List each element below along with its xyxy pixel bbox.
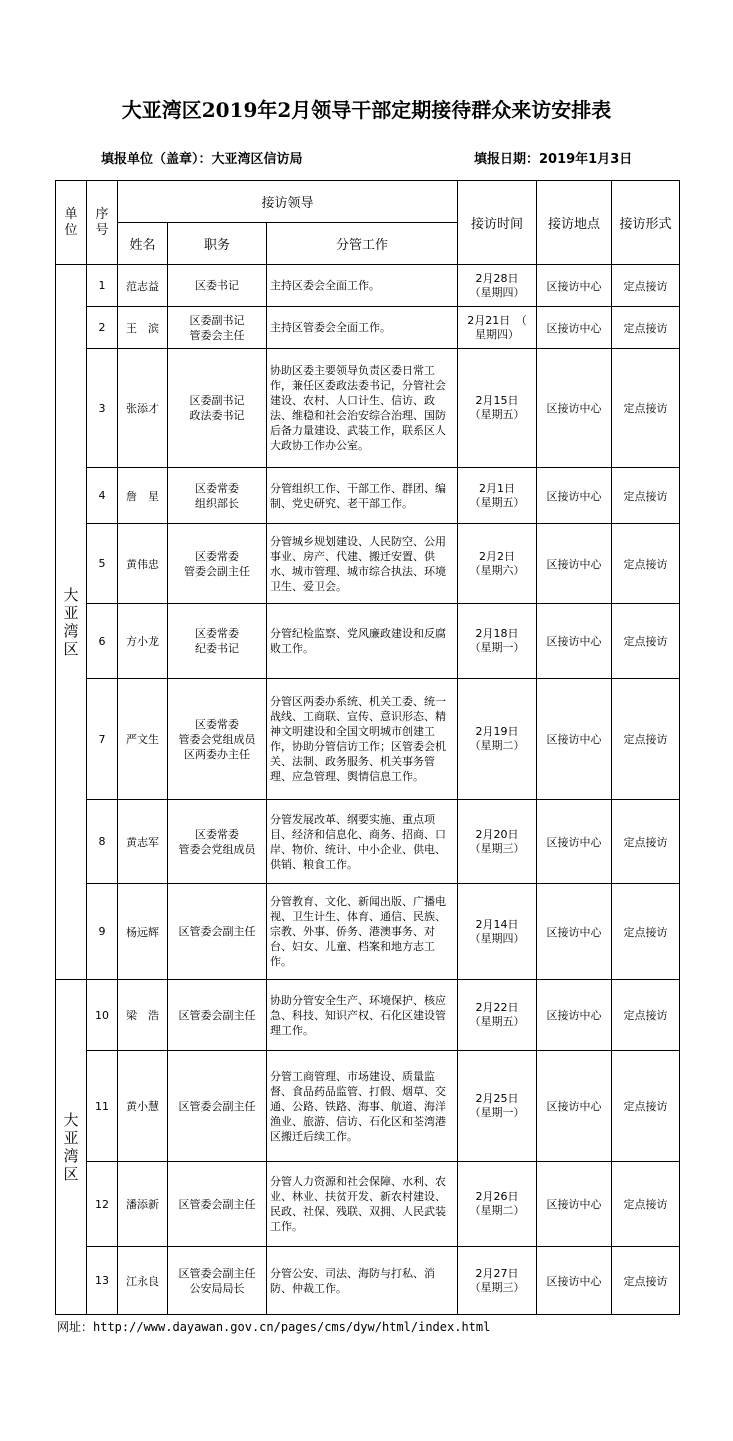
position-line: 区委常委 (195, 549, 239, 563)
visit-weekday: （星期六） (469, 563, 525, 577)
leader-position (168, 679, 267, 800)
leader-name: 王 滨 (118, 307, 168, 349)
table-row (56, 1162, 680, 1247)
visit-form: 定点接访 (612, 1247, 680, 1315)
leader-position (168, 604, 267, 679)
reporting-date: 填报日期：2019年1月3日 (474, 152, 633, 167)
visit-time (458, 265, 537, 307)
visit-time (458, 980, 537, 1051)
leader-position (168, 980, 267, 1051)
visit-form: 定点接访 (612, 1162, 680, 1247)
row-number: 3 (87, 349, 118, 468)
duty-description: 分管纪检监察、党风廉政建设和反腐败工作。 (267, 604, 458, 679)
header-leader-group: 接访领导 (118, 181, 458, 223)
position-line: 区管委会副主任 (178, 925, 256, 938)
header-place: 接访地点 (537, 181, 612, 265)
unit-group-cell: 大亚湾区 (56, 265, 87, 980)
table-row (56, 800, 680, 884)
leader-name: 方小龙 (118, 604, 168, 679)
table-row (56, 349, 680, 468)
visit-place: 区接访中心 (537, 884, 612, 980)
visit-place: 区接访中心 (537, 307, 612, 349)
table-row (56, 604, 680, 679)
visit-weekday: （星期四） (469, 931, 525, 945)
visit-weekday: （星期三） (469, 841, 525, 855)
visit-form: 定点接访 (612, 679, 680, 800)
position-line: 区两委办主任 (184, 747, 250, 761)
leader-position (168, 884, 267, 980)
position-line: 管委会副主任 (184, 564, 250, 578)
row-number: 8 (87, 800, 118, 884)
table-row (56, 884, 680, 980)
duty-description: 分管组织工作、干部工作、群团、编制、党史研究、老干部工作。 (267, 468, 458, 524)
visit-time (458, 1247, 537, 1315)
visit-date: 2月15日 (475, 394, 519, 407)
visit-date: 2月20日 (475, 827, 519, 841)
visit-date: 2月14日 (475, 917, 519, 931)
visit-date: 2月21日 （ (467, 313, 527, 327)
visit-place: 区接访中心 (537, 604, 612, 679)
position-line: 组织部长 (195, 496, 239, 510)
visit-time (458, 349, 537, 468)
position-line: 公安局局长 (189, 1281, 245, 1295)
position-line: 区管委会副主任 (178, 1008, 256, 1022)
duty-description: 分管教育、文化、新闻出版、广播电视、卫生计生、体育、通信、民族、宗教、外事、侨务、港澳事务、对台、妇女、儿童、档案和地方志工作。 (267, 884, 458, 980)
table-row (56, 524, 680, 604)
position-line: 区委副书记 (189, 313, 245, 327)
leader-name: 潘添新 (118, 1162, 168, 1247)
visit-place: 区接访中心 (537, 468, 612, 524)
table-row (56, 1051, 680, 1162)
leader-position (168, 307, 267, 349)
visit-date: 2月22日 (475, 1001, 519, 1014)
visit-place: 区接访中心 (537, 980, 612, 1051)
position-line: 区管委会副主任 (178, 1197, 256, 1211)
visit-weekday: （星期五） (469, 495, 525, 509)
duty-description: 分管发展改革、纲要实施、重点项目、经济和信息化、商务、招商、口岸、物价、统计、中小企业、供电、供销、粮食工作。 (267, 800, 458, 884)
position-line: 区委常委 (195, 827, 239, 841)
schedule-table (55, 180, 680, 1315)
position-line: 区委书记 (195, 279, 239, 292)
leader-name: 张添才 (118, 349, 168, 468)
leader-name: 杨远辉 (118, 884, 168, 980)
visit-place: 区接访中心 (537, 1247, 612, 1315)
leader-position (168, 800, 267, 884)
duty-description: 协助区委主要领导负责区委日常工作，兼任区委政法委书记，分管社会建设、农村、人口计生、信访、政法、维稳和社会治安综合治理、国防后备力量建设、武装工作，联系区人大政协工作办公室。 (267, 349, 458, 468)
visit-form: 定点接访 (612, 468, 680, 524)
table-row (56, 265, 680, 307)
visit-date: 2月18日 (475, 627, 519, 640)
leader-name: 詹 星 (118, 468, 168, 524)
leader-position (168, 265, 267, 307)
position-line: 区委常委 (195, 627, 239, 640)
visit-time (458, 1162, 537, 1247)
leader-name: 梁 浩 (118, 980, 168, 1051)
visit-weekday: （星期五） (469, 408, 525, 421)
row-number: 9 (87, 884, 118, 980)
visit-weekday: （星期五） (469, 1015, 525, 1028)
position-line: 区委常委 (195, 717, 239, 731)
duty-description: 分管工商管理、市场建设、质量监督、食品药品监管、打假、烟草、交通、公路、铁路、海事、航道、海洋渔业、旅游、信访、石化区和荃湾港区搬迁后续工作。 (267, 1051, 458, 1162)
visit-form: 定点接访 (612, 800, 680, 884)
row-number: 5 (87, 524, 118, 604)
visit-date: 2月19日 (475, 725, 519, 738)
header-name: 姓名 (118, 223, 168, 265)
row-number: 10 (87, 980, 118, 1051)
visit-place: 区接访中心 (537, 1051, 612, 1162)
visit-date: 2月1日 (479, 481, 515, 495)
duty-description: 分管人力资源和社会保障、水利、农业、林业、扶贫开发、新农村建设、民政、社保、残联、双拥、人民武装工作。 (267, 1162, 458, 1247)
leader-position (168, 349, 267, 468)
visit-weekday: （星期一） (469, 641, 525, 654)
visit-time (458, 307, 537, 349)
table-row (56, 980, 680, 1051)
leader-position (168, 1051, 267, 1162)
visit-form: 定点接访 (612, 524, 680, 604)
position-line: 区委副书记 (189, 394, 245, 407)
row-number: 12 (87, 1162, 118, 1247)
duty-description: 分管区两委办系统、机关工委、统一战线、工商联、宣传、意识形态、精神文明建设和全国文明城市创建工作，协助分管信访工作；区管委会机关、法制、政务服务、机关事务管理、应急管理、舆情信息工作。 (267, 679, 458, 800)
position-line: 区委常委 (195, 481, 239, 495)
row-number: 7 (87, 679, 118, 800)
visit-form: 定点接访 (612, 1051, 680, 1162)
header-time: 接访时间 (458, 181, 537, 265)
position-line: 管委会党组成员 (178, 732, 256, 746)
header-seq: 序号 (87, 181, 118, 265)
row-number: 1 (87, 265, 118, 307)
table-row (56, 679, 680, 800)
visit-date: 2月2日 (479, 549, 515, 563)
header-duty: 分管工作 (267, 223, 458, 265)
leader-name: 范志益 (118, 265, 168, 307)
visit-time (458, 800, 537, 884)
position-line: 纪委书记 (195, 642, 239, 655)
leader-position (168, 468, 267, 524)
visit-form: 定点接访 (612, 980, 680, 1051)
visit-date: 2月26日 (475, 1190, 519, 1203)
table-row (56, 468, 680, 524)
visit-form: 定点接访 (612, 884, 680, 980)
position-line: 区管委会副主任 (178, 1099, 256, 1113)
header-form: 接访形式 (612, 181, 680, 265)
visit-weekday: （星期四） (469, 285, 525, 299)
visit-date: 2月27日 (475, 1266, 519, 1280)
duty-description: 分管城乡规划建设、人民防空、公用事业、房产、代建、搬迁安置、供水、城市管理、城市综合执法、环境卫生、爱卫会。 (267, 524, 458, 604)
visit-place: 区接访中心 (537, 524, 612, 604)
visit-time (458, 1051, 537, 1162)
reporting-unit: 填报单位（盖章）：大亚湾区信访局 (101, 152, 303, 167)
visit-date: 2月25日 (475, 1092, 519, 1105)
visit-place: 区接访中心 (537, 265, 612, 307)
leader-position (168, 524, 267, 604)
row-number: 6 (87, 604, 118, 679)
leader-name: 黄小慧 (118, 1051, 168, 1162)
leader-position (168, 1162, 267, 1247)
website-url: 网址：http://www.dayawan.gov.cn/pages/cms/dyw/html/index.html (57, 1320, 491, 1334)
page-title: 大亚湾区2019年2月领导干部定期接待群众来访安排表 (121, 98, 612, 122)
leader-name: 黄志军 (118, 800, 168, 884)
visit-form: 定点接访 (612, 307, 680, 349)
row-number: 11 (87, 1051, 118, 1162)
table-row (56, 1247, 680, 1315)
visit-form: 定点接访 (612, 604, 680, 679)
visit-weekday: （星期二） (469, 1204, 525, 1217)
visit-date: 2月28日 (475, 271, 519, 285)
row-number: 13 (87, 1247, 118, 1315)
unit-group-cell: 大亚湾区 (56, 980, 87, 1315)
leader-position (168, 1247, 267, 1315)
visit-place: 区接访中心 (537, 800, 612, 884)
visit-form: 定点接访 (612, 349, 680, 468)
visit-weekday: （星期三） (469, 1280, 525, 1294)
visit-weekday: （星期二） (469, 739, 525, 752)
visit-place: 区接访中心 (537, 1162, 612, 1247)
visit-time (458, 679, 537, 800)
position-line: 管委会主任 (189, 328, 245, 342)
visit-time (458, 524, 537, 604)
position-line: 区管委会副主任 (178, 1266, 256, 1280)
visit-time (458, 604, 537, 679)
table-row (56, 307, 680, 349)
visit-weekday: 星期四） (475, 327, 519, 341)
visit-time (458, 468, 537, 524)
visit-weekday: （星期一） (469, 1106, 525, 1119)
leader-name: 黄伟忠 (118, 524, 168, 604)
duty-description: 协助分管安全生产、环境保护、核应急、科技、知识产权、石化区建设管理工作。 (267, 980, 458, 1051)
header-unit: 单位 (56, 181, 87, 265)
row-number: 2 (87, 307, 118, 349)
visit-place: 区接访中心 (537, 679, 612, 800)
row-number: 4 (87, 468, 118, 524)
visit-place: 区接访中心 (537, 349, 612, 468)
visit-time (458, 884, 537, 980)
visit-form: 定点接访 (612, 265, 680, 307)
header-position: 职务 (168, 223, 267, 265)
duty-description: 主持区委会全面工作。 (267, 265, 458, 307)
duty-description: 主持区管委会全面工作。 (267, 307, 458, 349)
duty-description: 分管公安、司法、海防与打私、消防、仲裁工作。 (267, 1247, 458, 1315)
leader-name: 严文生 (118, 679, 168, 800)
leader-name: 江永良 (118, 1247, 168, 1315)
position-line: 管委会党组成员 (178, 842, 256, 856)
position-line: 政法委书记 (189, 409, 245, 422)
